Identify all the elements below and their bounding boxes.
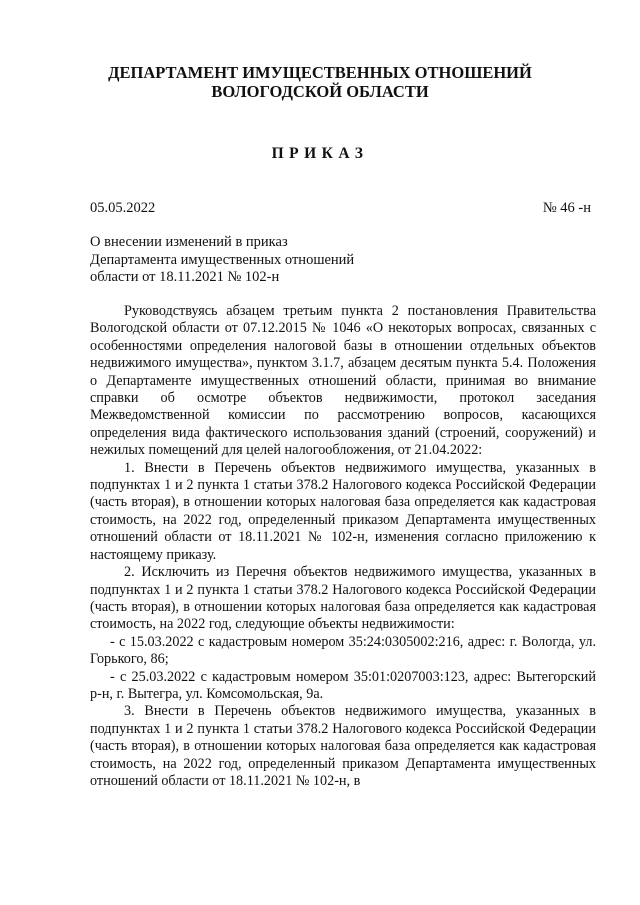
item-1-paragraph: 1. Внести в Перечень объектов недвижимого имущества, указанных в подпунктах 1 и 2 пункта 1 статьи 378.2 Налогового кодекса Российской Федерации (часть вторая), в отношении которых налоговая база определяется как кадастровая стоимость, на 2022 год, определенный приказом Департамента имущественных отношений области от 18.11.2021 № 102-н, изменения согласно приложению к настоящему приказу. [90, 459, 596, 563]
order-body [90, 303, 596, 790]
preamble-paragraph: Руководствуясь абзацем третьим пункта 2 постановления Правительства Вологодской области от 07.12.2015 № 1046 «О некоторых вопросах, связанных с особенностями определения налоговой базы в отношении отдельных объектов недвижимого имущества», пунктом 3.1.7, абзацем десятым пункта 5.4. Положения о Департаменте имущественных отношений области, принимая во внимание справки об осмотре объектов недвижимости, протокол заседания Межведомственной комиссии по рассмотрению вопросов, касающихся определения вида фактического использования зданий (строений, сооружений) и нежилых помещений для целей налогообложения, от 21.04.2022: [90, 303, 596, 459]
department-name-line2: ВОЛОГОДСКОЙ ОБЛАСТИ [211, 82, 429, 101]
order-number: № 46 -н [542, 200, 591, 216]
department-name-line1: ДЕПАРТАМЕНТ ИМУЩЕСТВЕННЫХ ОТНОШЕНИЙ [108, 63, 532, 82]
order-date: 05.05.2022 [90, 200, 156, 216]
department-header [60, 63, 580, 101]
subject-line2: Департамента имущественных отношений [90, 251, 355, 268]
subject-line3: области от 18.11.2021 № 102-н [90, 269, 280, 285]
subject-line1: О внесении изменений в приказ [90, 234, 288, 250]
document-title: ПРИКАЗ [271, 145, 369, 162]
item-2-paragraph: 2. Исключить из Перечня объектов недвижимого имущества, указанных в подпунктах 1 и 2 пункта 1 статьи 378.2 Налогового кодекса Российской Федерации (часть вторая), в отношении которых налоговая база определяется как кадастровая стоимость, на 2022 год, следующие объекты недвижимости: [90, 564, 596, 633]
item-2-object-b: - с 25.03.2022 с кадастровым номером 35:01:0207003:123, адрес: Вытегорский р-н, г. Вытегра, ул. Комсомольская, 9а. [90, 668, 596, 702]
item-3-paragraph: 3. Внести в Перечень объектов недвижимого имущества, указанных в подпунктах 1 и 2 пункта 1 статьи 378.2 Налогового кодекса Российской Федерации (часть вторая), в отношении которых налоговая база определяется как кадастровая стоимость, на 2022 год, определенный приказом Департамента имущественных отношений области от 18.11.2021 № 102-н, в [90, 703, 596, 789]
order-subject [90, 234, 410, 287]
item-2-object-a: - с 15.03.2022 с кадастровым номером 35:24:0305002:216, адрес: г. Вологда, ул. Горького, 86; [90, 633, 596, 668]
